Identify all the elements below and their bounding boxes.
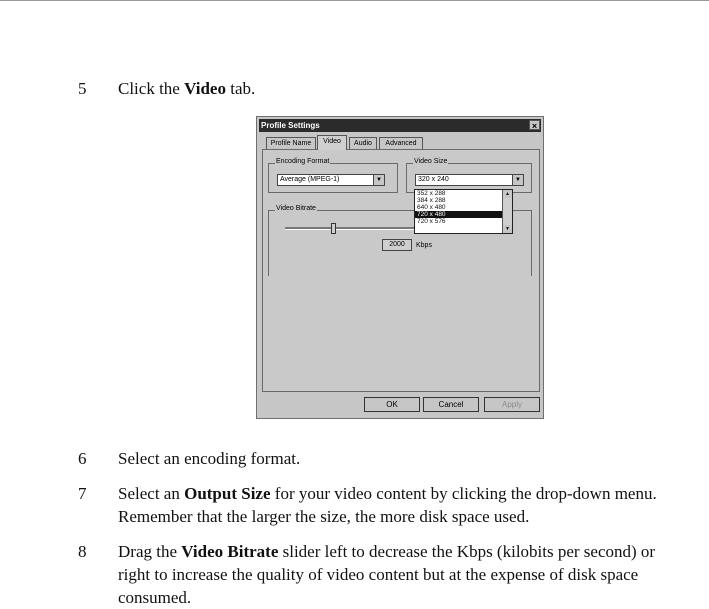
step-text: Select an Output Size for your video content by clicking the drop-down menu. Remember that the larger the size, the more disk space used.: [118, 484, 657, 526]
encoding-format-value: Average (MPEG-1): [280, 176, 340, 183]
step-text: Drag the Video Bitrate slider left to decrease the Kbps (kilobits per second) or right to increase the quality of video content but at the expense of disk space consumed.: [118, 542, 656, 607]
dropdown-scrollbar[interactable]: [502, 190, 512, 233]
dialog-title: Profile Settings: [261, 121, 320, 130]
step-text: Click the Video tab.: [118, 79, 256, 98]
profile-settings-dialog: [256, 116, 544, 419]
step-text: Select an encoding format.: [118, 449, 301, 468]
cancel-button[interactable]: Cancel: [423, 397, 479, 412]
scroll-up-icon[interactable]: ▲: [503, 190, 512, 198]
video-size-option-selected[interactable]: 720 x 480: [415, 211, 512, 218]
step-8: [0, 540, 709, 609]
step-number: 8: [78, 542, 87, 561]
video-tab-panel: [262, 149, 540, 392]
bitrate-slider-thumb[interactable]: [331, 223, 336, 234]
video-size-option[interactable]: 640 x 480: [417, 204, 446, 211]
scroll-down-icon[interactable]: ▼: [503, 225, 512, 233]
step-number: 5: [78, 79, 87, 98]
video-size-dropdown-list[interactable]: [414, 189, 513, 234]
tab-advanced[interactable]: Advanced: [379, 137, 423, 149]
step-6: [0, 447, 709, 470]
step-number: 7: [78, 484, 87, 503]
video-size-option[interactable]: 384 x 288: [417, 197, 446, 204]
apply-button[interactable]: Apply: [484, 397, 540, 412]
close-button[interactable]: ×: [529, 120, 540, 130]
video-size-label: Video Size: [414, 158, 448, 165]
chevron-down-icon[interactable]: ▼: [373, 175, 384, 185]
tab-profile-name[interactable]: Profile Name: [266, 137, 316, 149]
encoding-format-group: [268, 158, 398, 193]
top-rule: [0, 0, 709, 1]
video-size-option[interactable]: 352 x 288: [417, 190, 446, 197]
bitrate-value-field[interactable]: 2000: [382, 239, 412, 251]
dialog-title-bar: [259, 119, 541, 132]
step-7: [0, 482, 709, 528]
video-size-option[interactable]: 720 x 576: [417, 218, 446, 225]
tab-audio[interactable]: Audio: [349, 137, 377, 149]
encoding-format-label: Encoding Format: [276, 158, 330, 165]
video-size-value: 320 x 240: [418, 176, 449, 183]
step-5: [0, 77, 709, 100]
video-bitrate-label: Video Bitrate: [276, 205, 316, 212]
step-number: 6: [78, 449, 87, 468]
tab-video[interactable]: Video: [317, 135, 347, 150]
video-size-select[interactable]: [415, 174, 524, 186]
encoding-format-select[interactable]: [277, 174, 385, 186]
bitrate-slider-track[interactable]: [285, 227, 417, 230]
ok-button[interactable]: OK: [364, 397, 420, 412]
bitrate-unit: Kbps: [416, 242, 432, 249]
chevron-down-icon[interactable]: ▼: [512, 175, 523, 185]
